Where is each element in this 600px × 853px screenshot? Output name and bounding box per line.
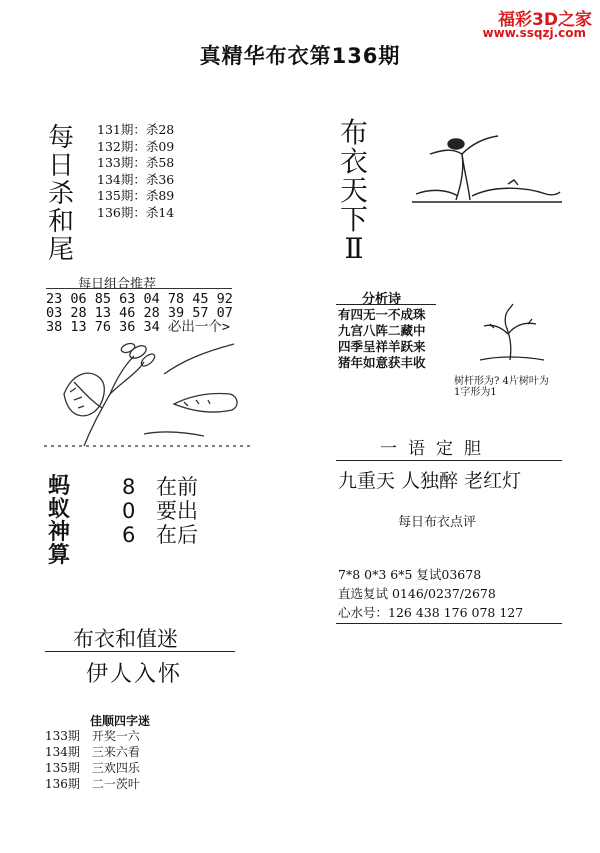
- position-row: [122, 499, 198, 523]
- divider: [336, 304, 436, 305]
- list-item: 132期：杀09: [97, 138, 175, 154]
- poem-line: 猪年如意获丰收: [338, 355, 426, 370]
- buyi-tianxia-heading: [336, 118, 372, 263]
- yiyu-text: 九重天 人独醉 老红灯: [338, 470, 522, 492]
- four-char-heading: 佳顺四字迷: [90, 714, 151, 728]
- page-title: 真精华布衣第136期: [199, 44, 401, 68]
- note-line: 树杆形为? 4片树叶为: [454, 376, 549, 387]
- divider: [336, 460, 562, 461]
- note-line: 1字形为1: [454, 387, 497, 398]
- list-item: 135期 三欢四乐: [45, 761, 140, 775]
- brand-url[interactable]: www.ssqzj.com: [482, 26, 586, 40]
- list-item: 133期：杀58: [97, 155, 175, 170]
- divider: [336, 623, 562, 624]
- poem-line: 四季呈祥羊跃来: [338, 339, 426, 354]
- poem-note: [454, 376, 549, 398]
- position-text: 在后: [156, 523, 198, 547]
- four-char-list: [45, 728, 140, 792]
- buyi-hezhi-answer: 伊人入怀: [86, 662, 183, 687]
- combo-heading: 每日组合推荐: [78, 277, 157, 292]
- list-item: 135期：杀89: [97, 188, 175, 203]
- heading-char: 蚁: [47, 497, 70, 522]
- list-item: 136期：杀14: [97, 204, 175, 220]
- review-line: 心水号：126 438 176 078 127: [338, 605, 524, 620]
- position-row: [122, 475, 198, 499]
- heading-char: 布: [339, 116, 368, 149]
- daily-review-heading: 每日布衣点评: [398, 515, 477, 530]
- heading-char: 杀: [47, 179, 74, 209]
- heading-char: Ⅱ: [344, 232, 364, 265]
- list-item: 134期 三来六看: [45, 745, 140, 759]
- heading-char: 神: [47, 520, 70, 545]
- heading-char: 算: [47, 543, 70, 568]
- list-item: 131期：杀28: [97, 122, 175, 137]
- tree-sketch-illustration: [412, 124, 562, 206]
- position-text: 在前: [156, 475, 198, 499]
- divider: [45, 651, 235, 652]
- position-text: 要出: [156, 499, 198, 523]
- tiger-sketch-illustration: [44, 334, 250, 452]
- yiyu-heading: 一语定胆: [380, 439, 492, 459]
- buyi-hezhi-heading: 布衣和值迷: [73, 627, 178, 651]
- heading-char: 蚂: [47, 474, 70, 499]
- combo-line: 03 28 13 46 28 39 57 07: [46, 305, 233, 321]
- list-item: 134期：杀36: [97, 171, 175, 187]
- heading-char: 日: [47, 151, 74, 181]
- ant-heading: [45, 475, 73, 567]
- combo-line: 38 13 76 36 34 必出一个>: [46, 319, 231, 335]
- heading-char: 衣: [339, 145, 368, 178]
- combo-line: 23 06 85 63 04 78 45 92: [46, 291, 233, 307]
- brand-name: 福彩3D之家: [498, 10, 592, 30]
- position-number: 0: [122, 499, 136, 523]
- heading-char: 每: [47, 123, 74, 153]
- position-number: 8: [122, 475, 136, 499]
- heading-char: 尾: [47, 235, 74, 265]
- heading-char: 下: [339, 203, 368, 236]
- poem-line: 有四无一不成珠: [338, 307, 426, 322]
- poem-line: 九宫八阵二藏中: [338, 323, 426, 338]
- daily-kill-heading: [46, 124, 76, 264]
- poem-heading: 分析诗: [362, 292, 402, 307]
- divider: [46, 288, 232, 289]
- review-line: 直选复试 0146/0237/2678: [338, 586, 496, 601]
- ant-positions: [122, 475, 198, 547]
- position-row: [122, 523, 198, 547]
- list-item: 136期 二一茨叶: [45, 777, 140, 791]
- plant-sketch-illustration: [470, 302, 550, 366]
- poem-lines: [338, 307, 426, 371]
- daily-kill-list: [97, 122, 174, 221]
- combo-numbers: [46, 292, 233, 334]
- heading-char: 天: [339, 174, 368, 207]
- heading-char: 和: [47, 207, 74, 237]
- list-item: 133期 开奖一六: [45, 729, 140, 743]
- daily-review-lines: [338, 565, 523, 622]
- position-number: 6: [122, 523, 136, 547]
- review-line: 7*8 0*3 6*5 复试03678: [338, 567, 482, 582]
